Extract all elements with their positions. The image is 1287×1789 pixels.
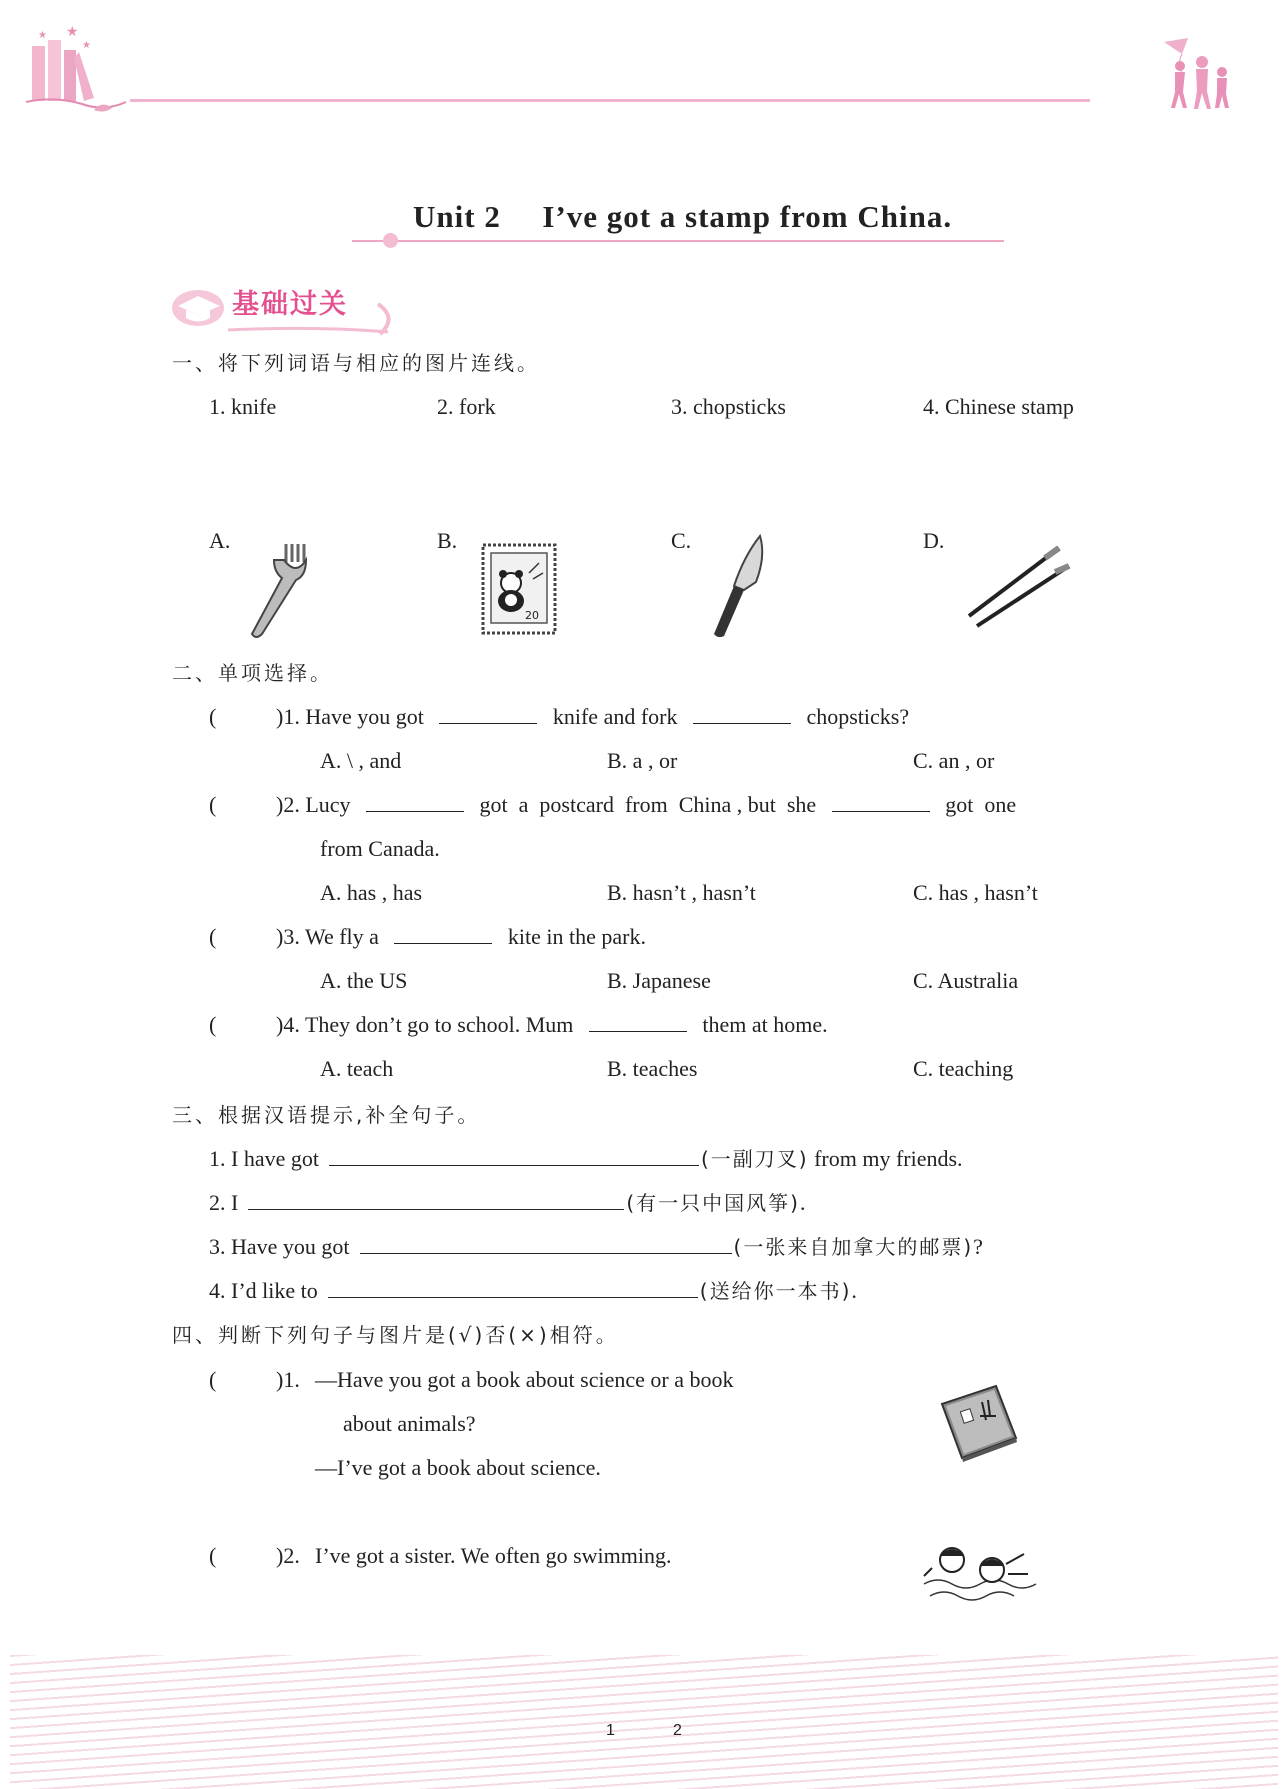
answer-blank[interactable] [329, 1145, 699, 1166]
item-text: Have you got [305, 704, 424, 729]
item-number: )3. [276, 924, 300, 949]
q2-3-option-b[interactable]: B. Japanese [607, 968, 711, 993]
unit-number: Unit 2 [413, 199, 501, 234]
answer-blank[interactable] [693, 703, 791, 724]
q4-1-line-2: about animals? [343, 1411, 476, 1436]
q1-word-3: 3. chopsticks [671, 394, 786, 419]
item-text: 2. I [209, 1190, 239, 1215]
item-text: . [851, 1278, 857, 1303]
q4-2-number: )2. [276, 1543, 300, 1568]
item-text: Lucy [305, 792, 351, 817]
answer-blank[interactable] [832, 791, 930, 812]
item-text: ? [973, 1234, 983, 1259]
graduation-cap-icon [170, 286, 232, 330]
q1-heading: 一、将下列词语与相应的图片连线。 [172, 351, 540, 375]
kite-children-icon [1158, 36, 1238, 116]
title-underline-dot [383, 233, 398, 248]
q4-2-line-1: I’ve got a sister. We often go swimming. [315, 1543, 672, 1568]
item-text: them at home. [702, 1012, 828, 1037]
answer-blank[interactable] [394, 923, 492, 944]
answer-blank[interactable] [328, 1277, 698, 1298]
panda-stamp-icon [481, 543, 557, 635]
item-text: knife and fork [552, 704, 678, 729]
q3-heading: 三、根据汉语提示,补全句子。 [172, 1103, 481, 1127]
answer-blank[interactable] [589, 1011, 687, 1032]
q2-1-option-a[interactable]: A. \ , and [320, 748, 402, 773]
item-number: )2. [276, 792, 300, 817]
q2-item-4 [276, 1010, 828, 1040]
chinese-hint: (一张来自加拿大的邮票) [733, 1235, 974, 1259]
answer-paren[interactable]: ( [209, 792, 217, 817]
q1-pic-label-a: A. [209, 528, 231, 553]
item-text: chopsticks? [806, 704, 910, 729]
svg-text:★: ★ [38, 30, 47, 41]
item-number: )1. [276, 704, 300, 729]
item-text: 1. I have got [209, 1146, 319, 1171]
q1-pic-label-b: B. [437, 528, 458, 553]
q2-2-line2: from Canada. [320, 836, 440, 861]
item-text: 3. Have you got [209, 1234, 350, 1259]
svg-text:★: ★ [66, 25, 79, 40]
chinese-hint: (有一只中国风筝) [626, 1191, 800, 1215]
q1-pic-label-d: D. [923, 528, 945, 553]
item-text: got one [945, 792, 1017, 817]
q4-heading: 四、判断下列句子与图片是(√)否(×)相符。 [172, 1323, 619, 1347]
q2-2-option-c[interactable]: C. has , hasn’t [913, 880, 1038, 905]
q4-1-line-1: —Have you got a book about science or a book [315, 1367, 734, 1392]
q2-item-3 [276, 922, 646, 952]
q2-item-1 [276, 702, 909, 732]
section-banner: 基础过关 [232, 289, 348, 320]
item-text: kite in the park. [507, 924, 646, 949]
item-number: )4. [276, 1012, 300, 1037]
q4-1-line-3: —I’ve got a book about science. [315, 1455, 601, 1480]
q2-2-option-a[interactable]: A. has , has [320, 880, 423, 905]
q2-3-option-c[interactable]: C. Australia [913, 968, 1019, 993]
answer-paren[interactable]: ( [209, 1012, 217, 1037]
fork-icon [242, 540, 312, 640]
q2-heading: 二、单项选择。 [172, 661, 333, 685]
answer-blank[interactable] [366, 791, 464, 812]
header-logo [24, 18, 134, 118]
svg-text:★: ★ [82, 40, 91, 51]
answer-paren[interactable]: ( [209, 1367, 217, 1392]
q1-word-4: 4. Chinese stamp [923, 394, 1074, 419]
swimming-children-icon [922, 1534, 1038, 1604]
chinese-hint: (一副刀叉) [700, 1147, 809, 1171]
banner-swoosh [228, 296, 398, 336]
page-number-right: 2 [673, 1722, 682, 1739]
q2-4-option-c[interactable]: C. teaching [913, 1056, 1014, 1081]
title-underline [352, 240, 1004, 242]
q4-1-number: )1. [276, 1367, 300, 1392]
q2-1-option-b[interactable]: B. a , or [607, 748, 678, 773]
chinese-hint: (送给你一本书) [699, 1279, 852, 1303]
q3-item-4 [209, 1276, 857, 1306]
answer-blank[interactable] [439, 703, 537, 724]
stamp-value: 20 [525, 609, 539, 622]
q2-4-option-a[interactable]: A. teach [320, 1056, 394, 1081]
unit-title [413, 199, 953, 234]
animal-book-icon [938, 1382, 1018, 1462]
answer-paren[interactable]: ( [209, 1543, 217, 1568]
item-text: They don’t go to school. Mum [304, 1012, 574, 1037]
q2-1-option-c[interactable]: C. an , or [913, 748, 995, 773]
q1-word-2: 2. fork [437, 394, 496, 419]
unit-title-text: I’ve got a stamp from China. [542, 199, 953, 234]
knife-icon [708, 532, 768, 640]
q1-pic-label-c: C. [671, 528, 692, 553]
answer-paren[interactable]: ( [209, 704, 217, 729]
q3-item-3 [209, 1232, 983, 1262]
q2-4-option-b[interactable]: B. teaches [607, 1056, 698, 1081]
item-text: from my friends. [814, 1146, 963, 1171]
answer-blank[interactable] [360, 1233, 732, 1254]
page-number-left: 1 [606, 1722, 615, 1739]
header-rule [130, 99, 1090, 102]
chopsticks-icon [965, 544, 1071, 630]
item-text: got a postcard from China , but she [479, 792, 817, 817]
q2-3-option-a[interactable]: A. the US [320, 968, 408, 993]
q3-item-2 [209, 1188, 805, 1218]
item-text: 4. I’d like to [209, 1278, 318, 1303]
q2-2-option-b[interactable]: B. hasn’t , hasn’t [607, 880, 756, 905]
item-text: . [799, 1190, 806, 1215]
q3-item-1 [209, 1144, 963, 1174]
answer-blank[interactable] [248, 1189, 624, 1210]
q1-word-1: 1. knife [209, 394, 277, 419]
item-text: We fly a [304, 924, 379, 949]
footer-band [10, 1655, 1278, 1789]
q2-item-2 [276, 790, 1016, 820]
answer-paren[interactable]: ( [209, 924, 217, 949]
